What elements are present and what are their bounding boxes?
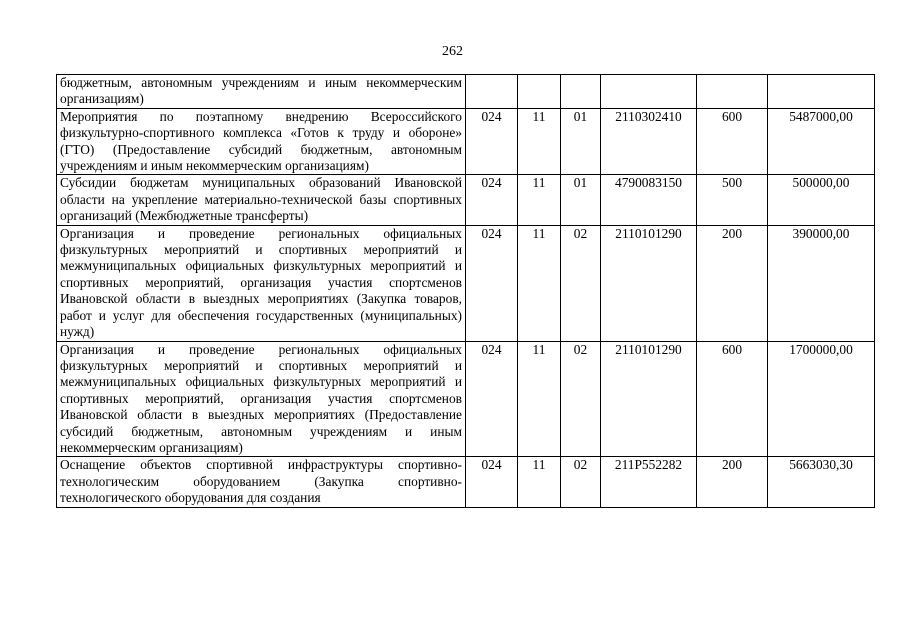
row-target-article-code: 4790083150	[601, 175, 697, 225]
table-row	[57, 341, 875, 457]
row-amount: 500000,00	[768, 175, 875, 225]
row-expense-type-code: 200	[697, 225, 768, 341]
row-description: Мероприятия по поэтапному внедрению Всероссийского физкультурно-спортивного комплекса «Готов к труду и обороне» (ГТО) (Предоставление субсидий бюджетным, автономным учреждениям и иным некоммерческим организациям)	[57, 108, 466, 175]
row-amount: 5663030,30	[768, 457, 875, 507]
row-grbs-code: 024	[466, 341, 518, 457]
table-row	[57, 75, 875, 109]
row-target-article-code: 211P552282	[601, 457, 697, 507]
table-row	[57, 225, 875, 341]
row-subsection-code: 01	[561, 175, 601, 225]
row-subsection-code: 02	[561, 341, 601, 457]
row-target-article-code: 2110101290	[601, 341, 697, 457]
row-grbs-code: 024	[466, 225, 518, 341]
table-row	[57, 108, 875, 175]
row-section-code: 11	[518, 175, 561, 225]
row-subsection-code: 02	[561, 457, 601, 507]
row-amount: 1700000,00	[768, 341, 875, 457]
row-description: Оснащение объектов спортивной инфраструктуры спортивно-технологическим оборудованием (Закупка спортивно-технологического оборудования для создания	[57, 457, 466, 507]
row-section-code: 11	[518, 225, 561, 341]
row-subsection-code	[561, 75, 601, 109]
table-row	[57, 175, 875, 225]
row-expense-type-code: 500	[697, 175, 768, 225]
row-target-article-code	[601, 75, 697, 109]
row-amount: 390000,00	[768, 225, 875, 341]
row-expense-type-code: 600	[697, 108, 768, 175]
row-expense-type-code	[697, 75, 768, 109]
row-section-code: 11	[518, 457, 561, 507]
row-amount	[768, 75, 875, 109]
row-section-code: 11	[518, 341, 561, 457]
row-amount: 5487000,00	[768, 108, 875, 175]
row-description: Организация и проведение региональных официальных физкультурных мероприятий и спортивных мероприятий и межмуниципальных официальных физкультурных мероприятий и спортивных мероприятий, организация участия спортсменов Ивановской области в выездных мероприятиях (Предоставление субсидий бюджетным, автономным учреждениям и иным некоммерческим организациям)	[57, 341, 466, 457]
row-expense-type-code: 600	[697, 341, 768, 457]
row-description: Субсидии бюджетам муниципальных образований Ивановской области на укрепление материально-технической базы спортивных организаций (Межбюджетные трансферты)	[57, 175, 466, 225]
row-grbs-code: 024	[466, 108, 518, 175]
row-section-code: 11	[518, 108, 561, 175]
table-row	[57, 457, 875, 507]
row-description: Организация и проведение региональных официальных физкультурных мероприятий и спортивных мероприятий и межмуниципальных официальных физкультурных мероприятий и спортивных мероприятий, организация участия спортсменов Ивановской области в выездных мероприятиях (Закупка товаров, работ и услуг для обеспечения государственных (муниципальных) нужд)	[57, 225, 466, 341]
row-description: бюджетным, автономным учреждениям и иным некоммерческим организациям)	[57, 75, 466, 109]
row-subsection-code: 02	[561, 225, 601, 341]
row-subsection-code: 01	[561, 108, 601, 175]
row-target-article-code: 2110101290	[601, 225, 697, 341]
row-expense-type-code: 200	[697, 457, 768, 507]
budget-table	[56, 74, 875, 508]
row-grbs-code	[466, 75, 518, 109]
row-grbs-code: 024	[466, 175, 518, 225]
page-number: 262	[442, 44, 463, 59]
row-grbs-code: 024	[466, 457, 518, 507]
row-section-code	[518, 75, 561, 109]
row-target-article-code: 2110302410	[601, 108, 697, 175]
